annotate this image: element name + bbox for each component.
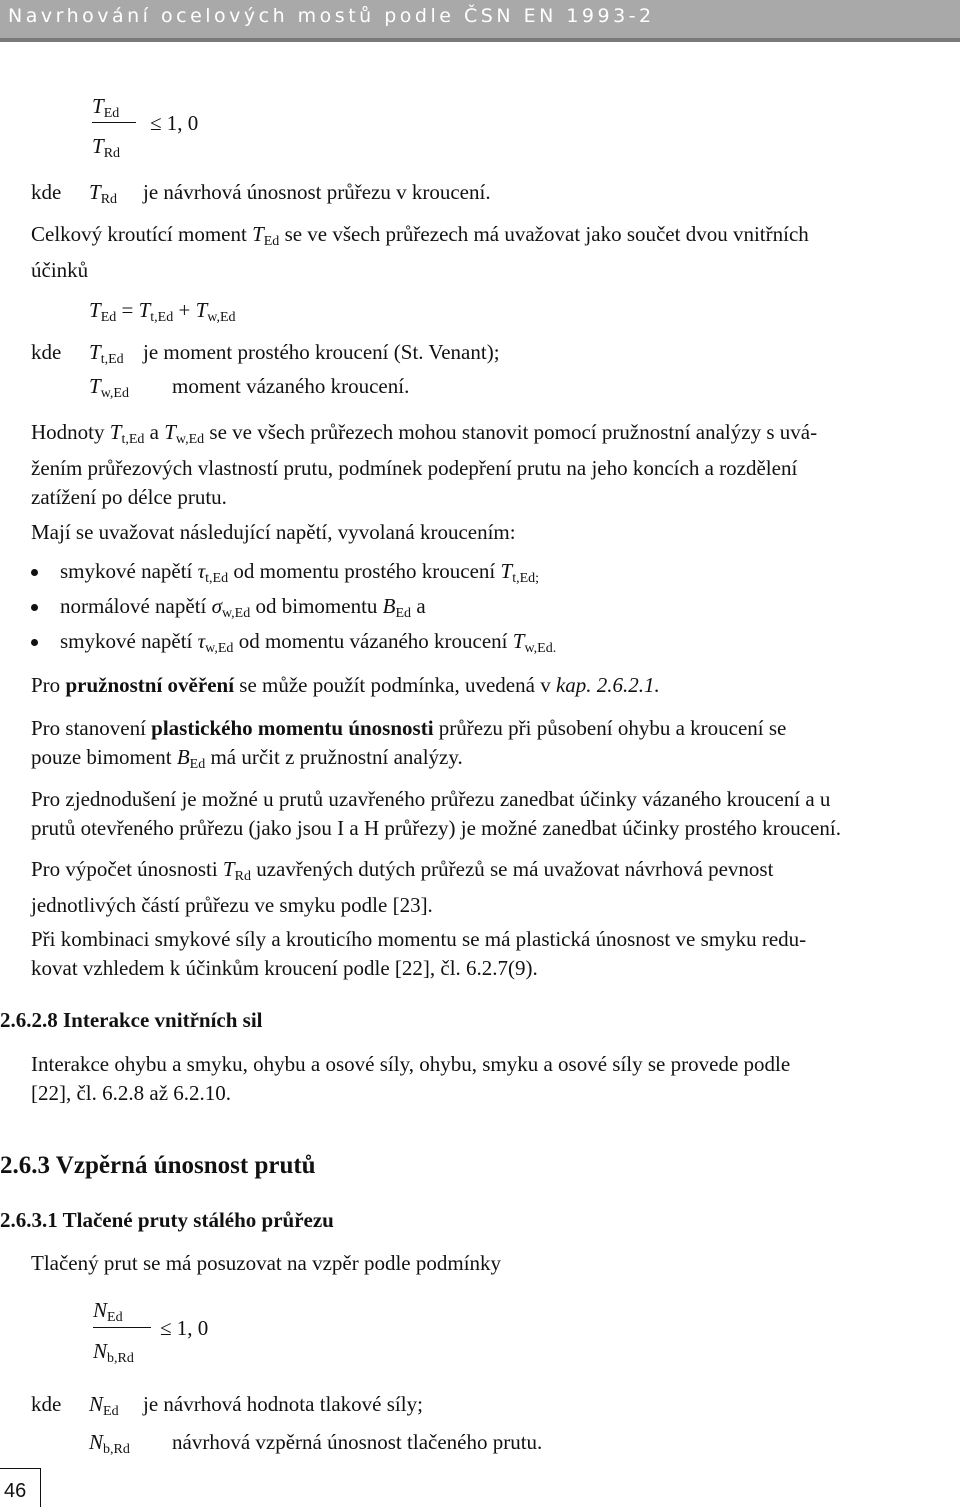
where1-text: je návrhová únosnost průřezu v kroucení. xyxy=(143,180,491,204)
paragraph-compressed: Tlačený prut se má posuzovat na vzpěr podle podmínky xyxy=(31,1251,502,1275)
eq3-fraction-line xyxy=(93,1327,151,1328)
paragraph-interaction: Interakce ohybu a smyku, ohybu a osové síly, ohybu, smyku a osové síly se provede podle [22], čl. 6.2.8 až 6.2.10. xyxy=(31,1052,791,1105)
eq3-relation: ≤ 1, 0 xyxy=(160,1316,209,1340)
paragraph-calculation: Pro výpočet únosnosti $T_{Rd}$ uzavřených dutých průřezů se má uvažovat návrhová pevnost jednotlivých částí průřezu ve smyku podle [23]. xyxy=(31,857,774,917)
footer-rule-vertical xyxy=(40,1468,41,1507)
paragraph-combination: Při kombinaci smykové síly a krouticího momentu se má plastická únosnost ve smyku redu- kovat vzhledem k účinkům kroucení podle [22], čl. 6.2.7(9). xyxy=(31,927,807,980)
paragraph-stresses: Mají se uvažovat následující napětí, vyvolaná kroucením: xyxy=(31,520,516,544)
paragraph-total-torque: Celkový kroutící moment $T_{Ed}$ se ve všech průřezech má uvažovat jako součet dvou vnitřních účinků xyxy=(31,222,809,282)
heading-2-6-2-8: 2.6.2.8 Interakce vnitřních sil xyxy=(0,1008,263,1032)
where1-symbol: $T_{Rd}$ xyxy=(89,180,118,207)
bullet-dot xyxy=(31,639,38,646)
eq1-denominator: $T_{Rd}$ xyxy=(92,134,121,161)
footer-rule-horizontal xyxy=(0,1468,40,1469)
paragraph-plastic: Pro stanovení plastického momentu únosnosti průřezu při působení ohybu a kroucení se pouze bimoment $B_{Ed}$ má určit z pružnostní analýzy. xyxy=(31,716,787,772)
eq1-numerator: $T_{Ed}$ xyxy=(92,94,120,121)
where3-row1-symbol: $N_{Ed}$ xyxy=(89,1392,119,1419)
eq3-denominator: $N_{b,Rd}$ xyxy=(93,1339,134,1366)
bullet-item: smykové napětí $\tau_{t,Ed}$ od momentu prostého kroucení $T_{t,Ed;}$ xyxy=(60,559,540,586)
where2-row2-symbol: $T_{w,Ed}$ xyxy=(89,374,129,401)
where3-row1-text: je návrhová hodnota tlakové síly; xyxy=(143,1392,423,1416)
page-header xyxy=(0,0,960,38)
paragraph-simplification: Pro zjednodušení je možné u prutů uzavřeného průřezu zanedbat účinky vázaného kroucení a u prutů otevřeného průřezu (jako jsou I a H průřezy) je možné zanedbat účinky prostého kroucení. xyxy=(31,787,841,840)
where1-kde: kde xyxy=(31,180,62,204)
where2-row1-symbol: $T_{t,Ed}$ xyxy=(89,340,124,367)
where2-kde: kde xyxy=(31,340,62,364)
eq1-relation: ≤ 1, 0 xyxy=(150,111,199,135)
heading-2-6-3-1: 2.6.3.1 Tlačené pruty stálého průřezu xyxy=(0,1208,334,1232)
heading-2-6-3: 2.6.3 Vzpěrná únosnost prutů xyxy=(0,1152,316,1179)
header-title: Navrhování ocelových mostů podle ČSN EN 1993-2 xyxy=(8,5,655,27)
bullet-item: normálové napětí $\sigma_{w,Ed}$ od bimomentu $B_{Ed}$ a xyxy=(60,594,426,621)
header-rule xyxy=(0,38,960,42)
eq1-fraction-line xyxy=(92,122,136,123)
bullet-dot xyxy=(31,604,38,611)
bullet-dot xyxy=(31,569,38,576)
paragraph-values: Hodnoty $T_{t,Ed}$ a $T_{w,Ed}$ se ve všech průřezech mohou stanovit pomocí pružnostní analýzy s uvá- žením průřezových vlastností prutu, podmínek podepření prutu na jeho koncích a rozdělení zatížení po délce prutu. xyxy=(31,420,818,509)
where3-kde: kde xyxy=(31,1392,62,1416)
equation-torque-sum: $T_{Ed} = T_{t,Ed} + T_{w,Ed}$ xyxy=(89,298,236,325)
where3-row2-symbol: $N_{b,Rd}$ xyxy=(89,1430,130,1457)
where2-row1-text: je moment prostého kroucení (St. Venant); xyxy=(143,340,500,364)
bullet-item: smykové napětí $\tau_{w,Ed}$ od momentu vázaného kroucení $T_{w,Ed.}$ xyxy=(60,629,557,656)
where2-row2-text: moment vázaného kroucení. xyxy=(172,374,410,398)
where3-row2-text: návrhová vzpěrná únosnost tlačeného prutu. xyxy=(172,1430,543,1454)
page-number: 46 xyxy=(4,1480,27,1502)
eq3-numerator: $N_{Ed}$ xyxy=(93,1298,123,1325)
paragraph-elastic: Pro pružnostní ověření se může použít podmínka, uvedená v kap. 2.6.2.1. xyxy=(31,673,660,697)
